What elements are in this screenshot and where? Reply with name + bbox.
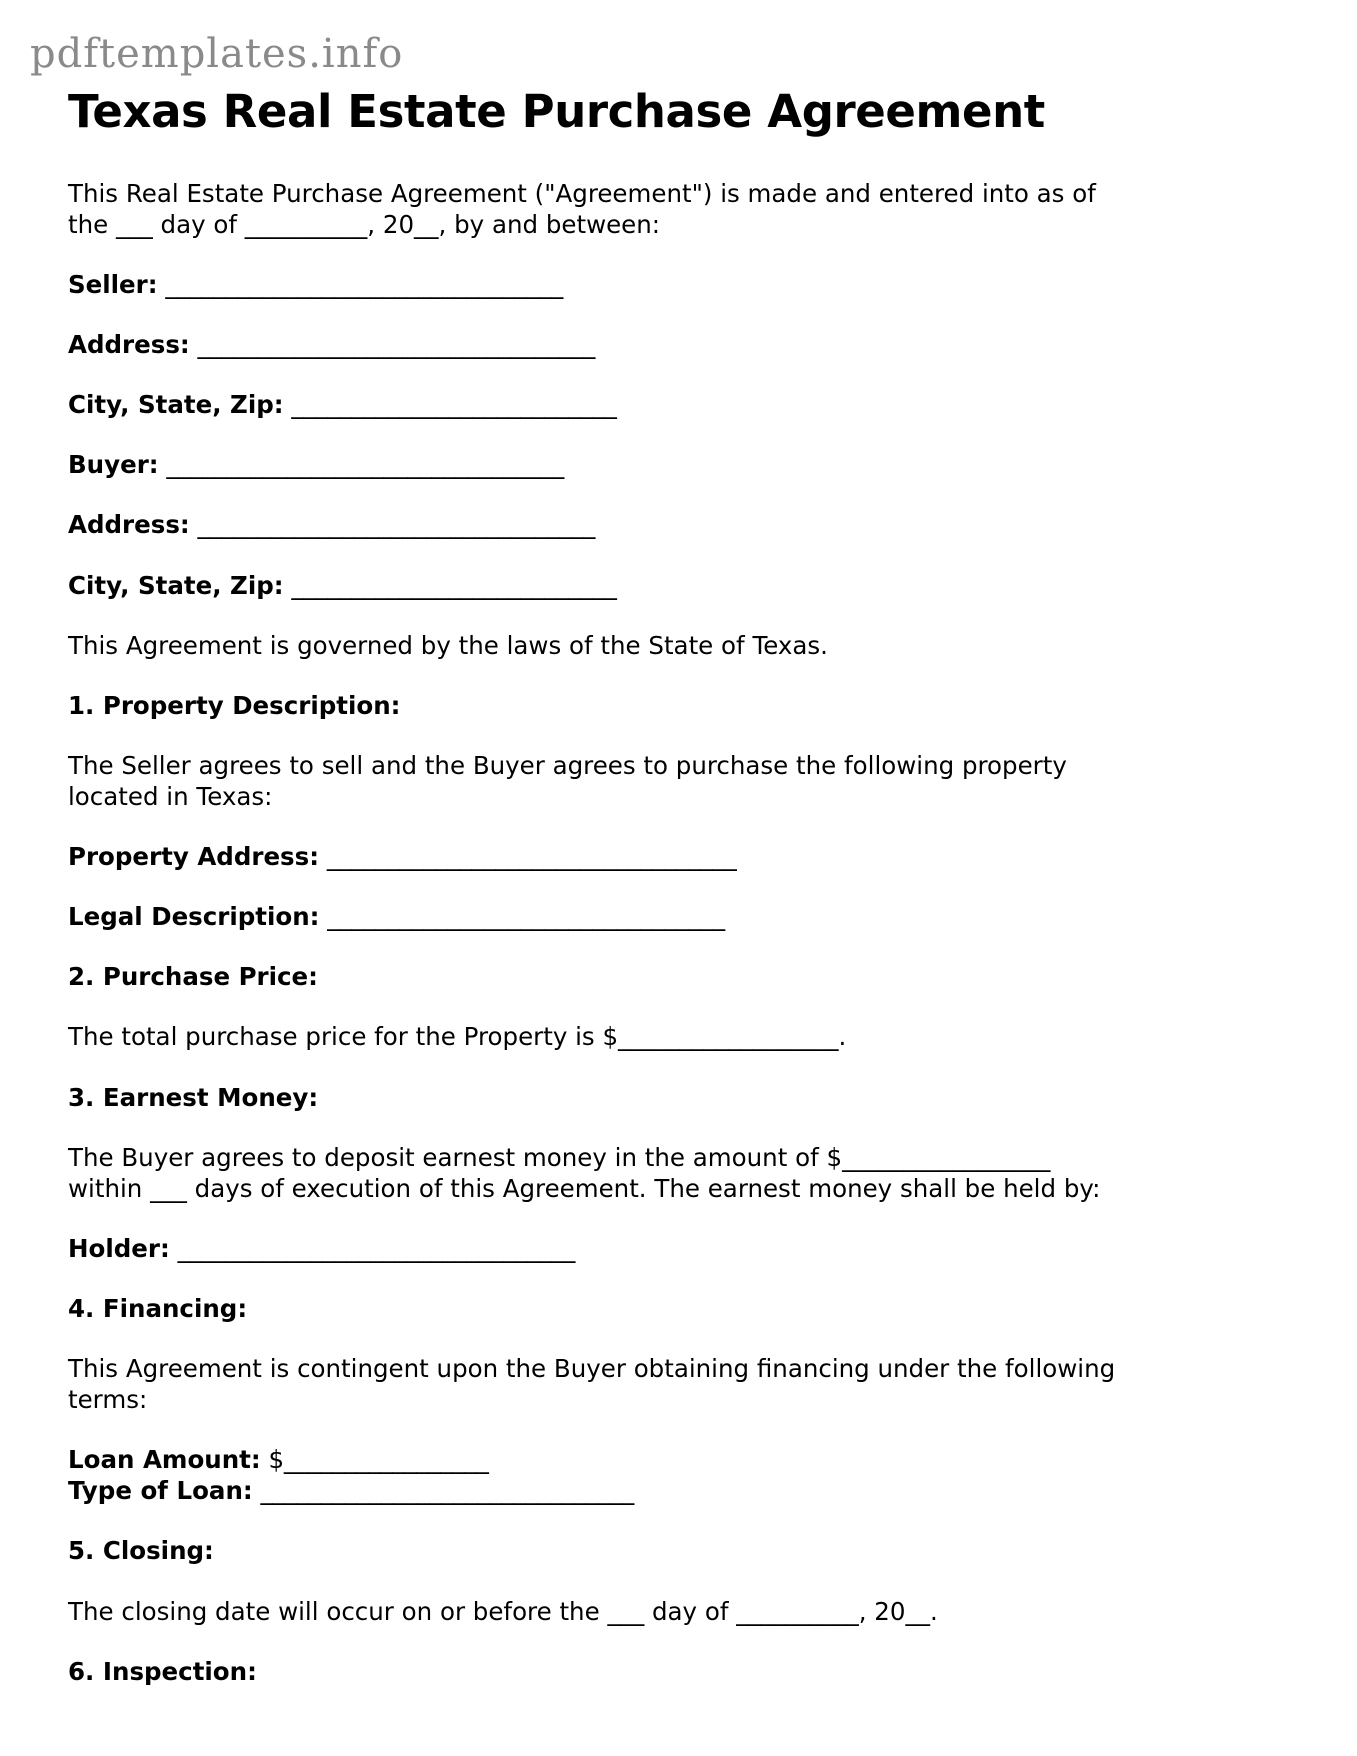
field-row-seller-city-state-zip xyxy=(68,389,1128,420)
watermark-text: pdftemplates.info xyxy=(30,31,404,77)
field-blank-line[interactable]: $_________________ xyxy=(268,1445,489,1475)
field-blank-line[interactable]: _________________________________ xyxy=(177,1233,576,1263)
field-label: Loan Amount: xyxy=(68,1445,261,1475)
section-body-earnest-money: The Buyer agrees to deposit earnest money in the amount of $_________________ within ___ days of execution of this Agreement. The earnest money shall be held by: xyxy=(68,1142,1101,1203)
field-row-property-address xyxy=(68,841,1128,872)
section-heading-closing: 5. Closing: xyxy=(68,1536,214,1566)
field-blank-line[interactable]: ___________________________ xyxy=(291,570,617,600)
field-label: City, State, Zip: xyxy=(68,390,284,420)
field-blank-line[interactable]: _______________________________ xyxy=(260,1476,635,1506)
field-label: Seller: xyxy=(68,269,158,299)
section-body-purchase-price: The total purchase price for the Property is $__________________. xyxy=(68,1022,847,1052)
field-blank-line[interactable]: _________________________________ xyxy=(165,269,564,299)
field-blank-line[interactable]: _________________________________ xyxy=(197,330,596,360)
field-label: Holder: xyxy=(68,1233,170,1263)
field-label: Type of Loan: xyxy=(68,1476,253,1506)
field-blank-line[interactable]: ___________________________ xyxy=(291,390,617,420)
field-row-holder xyxy=(68,1233,1128,1264)
intro-paragraph: This Real Estate Purchase Agreement ("Agreement") is made and entered into as of the ___ day of __________, 20__, by and between: xyxy=(68,178,1096,239)
document-content xyxy=(68,86,1128,1716)
field-blank-line[interactable]: _________________________________ xyxy=(197,510,596,540)
field-row-type-of-loan xyxy=(68,1475,1128,1506)
section-body-financing: This Agreement is contingent upon the Buyer obtaining financing under the following terms: xyxy=(68,1354,1116,1415)
field-row-seller-address xyxy=(68,329,1128,360)
section-heading-earnest-money: 3. Earnest Money: xyxy=(68,1082,319,1112)
field-row-loan-amount xyxy=(68,1444,1128,1475)
section-body-property-description: The Seller agrees to sell and the Buyer agrees to purchase the following property located in Texas: xyxy=(68,750,1067,811)
governing-law-paragraph: This Agreement is governed by the laws of the State of Texas. xyxy=(68,630,828,660)
field-label: Address: xyxy=(68,510,190,540)
field-row-seller xyxy=(68,269,1128,300)
field-row-buyer xyxy=(68,449,1128,480)
field-row-buyer-address xyxy=(68,509,1128,540)
field-blank-line[interactable]: __________________________________ xyxy=(326,842,737,872)
section-heading-financing: 4. Financing: xyxy=(68,1293,248,1323)
field-label: Legal Description: xyxy=(68,902,320,932)
field-label: City, State, Zip: xyxy=(68,570,284,600)
field-row-buyer-city-state-zip xyxy=(68,570,1128,601)
section-heading-inspection: 6. Inspection: xyxy=(68,1656,257,1686)
page-title: Texas Real Estate Purchase Agreement xyxy=(68,85,1045,138)
field-label: Buyer: xyxy=(68,450,159,480)
section-heading-property-description: 1. Property Description: xyxy=(68,690,401,720)
field-label: Address: xyxy=(68,330,190,360)
section-body-closing: The closing date will occur on or before the ___ day of __________, 20__. xyxy=(68,1596,938,1626)
field-label: Property Address: xyxy=(68,842,320,872)
field-blank-line[interactable]: _________________________________ xyxy=(166,450,565,480)
field-blank-line[interactable]: _________________________________ xyxy=(327,902,725,932)
field-row-legal-description xyxy=(68,901,1128,932)
section-heading-purchase-price: 2. Purchase Price: xyxy=(68,962,318,992)
